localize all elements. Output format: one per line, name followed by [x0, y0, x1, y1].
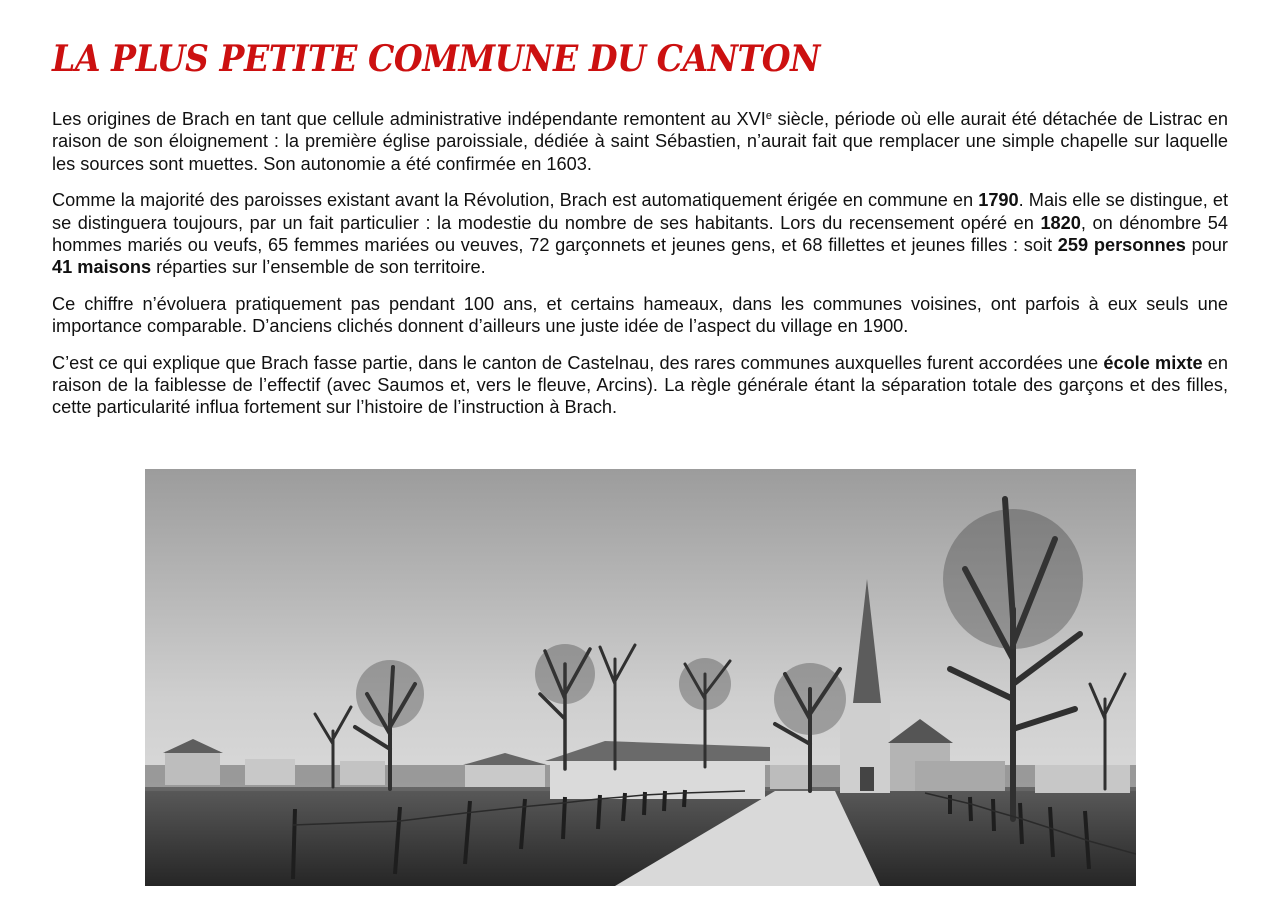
- text-run: C’est ce qui explique que Brach fasse partie, dans le canton de Castelnau, des rares communes auxquelles furent accordées une: [52, 352, 1104, 373]
- page-title: LA PLUS PETITE COMMUNE DU CANTON: [52, 38, 820, 80]
- text-run: siècle, période où elle aurait été détachée de Listrac en raison de son éloignement : la première église paroissiale, dédiée à saint Sébastien, n’aurait fait que remplacer une simple chapelle sur laquelle les sources sont muettes. Son autonomie a été confirmée en 1603.: [52, 109, 1228, 174]
- bold-year-1790: 1790: [978, 190, 1019, 211]
- text-run: pour: [1185, 235, 1228, 256]
- article-body: [52, 108, 1228, 433]
- bold-year-1820: 1820: [1040, 212, 1081, 233]
- text-run: . Mais elle se distingue, et se distinguera toujours, par un fait particulier : la modestie du nombre de ses habitants. Lors du recensement opéré en: [52, 190, 1228, 233]
- text-run: Les origines de Brach en tant que cellule administrative indépendante remontent au XVI: [52, 109, 766, 129]
- text-run: en raison de la faiblesse de l’effectif (avec Saumos et, vers le fleuve, Arcins). La règle générale étant la séparation totale des garçons et des filles, cette particularité influa fortement sur l’histoire de l’instruction à Brach.: [52, 352, 1228, 418]
- paragraph-school: [52, 352, 1228, 419]
- text-run: , on dénombre 54 hommes mariés ou veufs, 65 femmes mariées ou veuves, 72 garçonnets et jeunes gens, et 68 fillettes et jeunes filles : soit: [52, 212, 1228, 256]
- paragraph-origins: [52, 108, 1228, 175]
- village-photo: [145, 469, 1136, 886]
- bold-population: 259 personnes: [1057, 235, 1186, 256]
- bold-houses: 41 maisons: [52, 257, 152, 278]
- text-run: réparties sur l’ensemble de son territoire.: [151, 257, 486, 278]
- paragraph-census: [52, 189, 1228, 279]
- text-run: Comme la majorité des paroisses existant avant la Révolution, Brach est automatiquement érigée en commune en: [52, 190, 979, 211]
- bold-ecole-mixte: école mixte: [1103, 352, 1203, 373]
- paragraph-evolution: Ce chiffre n’évoluera pratiquement pas pendant 100 ans, et certains hameaux, dans les communes voisines, ont parfois à eux seuls une importance comparable. D’anciens clichés donnent d’ailleurs une juste idée de l’aspect du village en 1900.: [52, 293, 1228, 337]
- superscript: e: [765, 110, 772, 122]
- village-photo-illustration: [145, 469, 1136, 886]
